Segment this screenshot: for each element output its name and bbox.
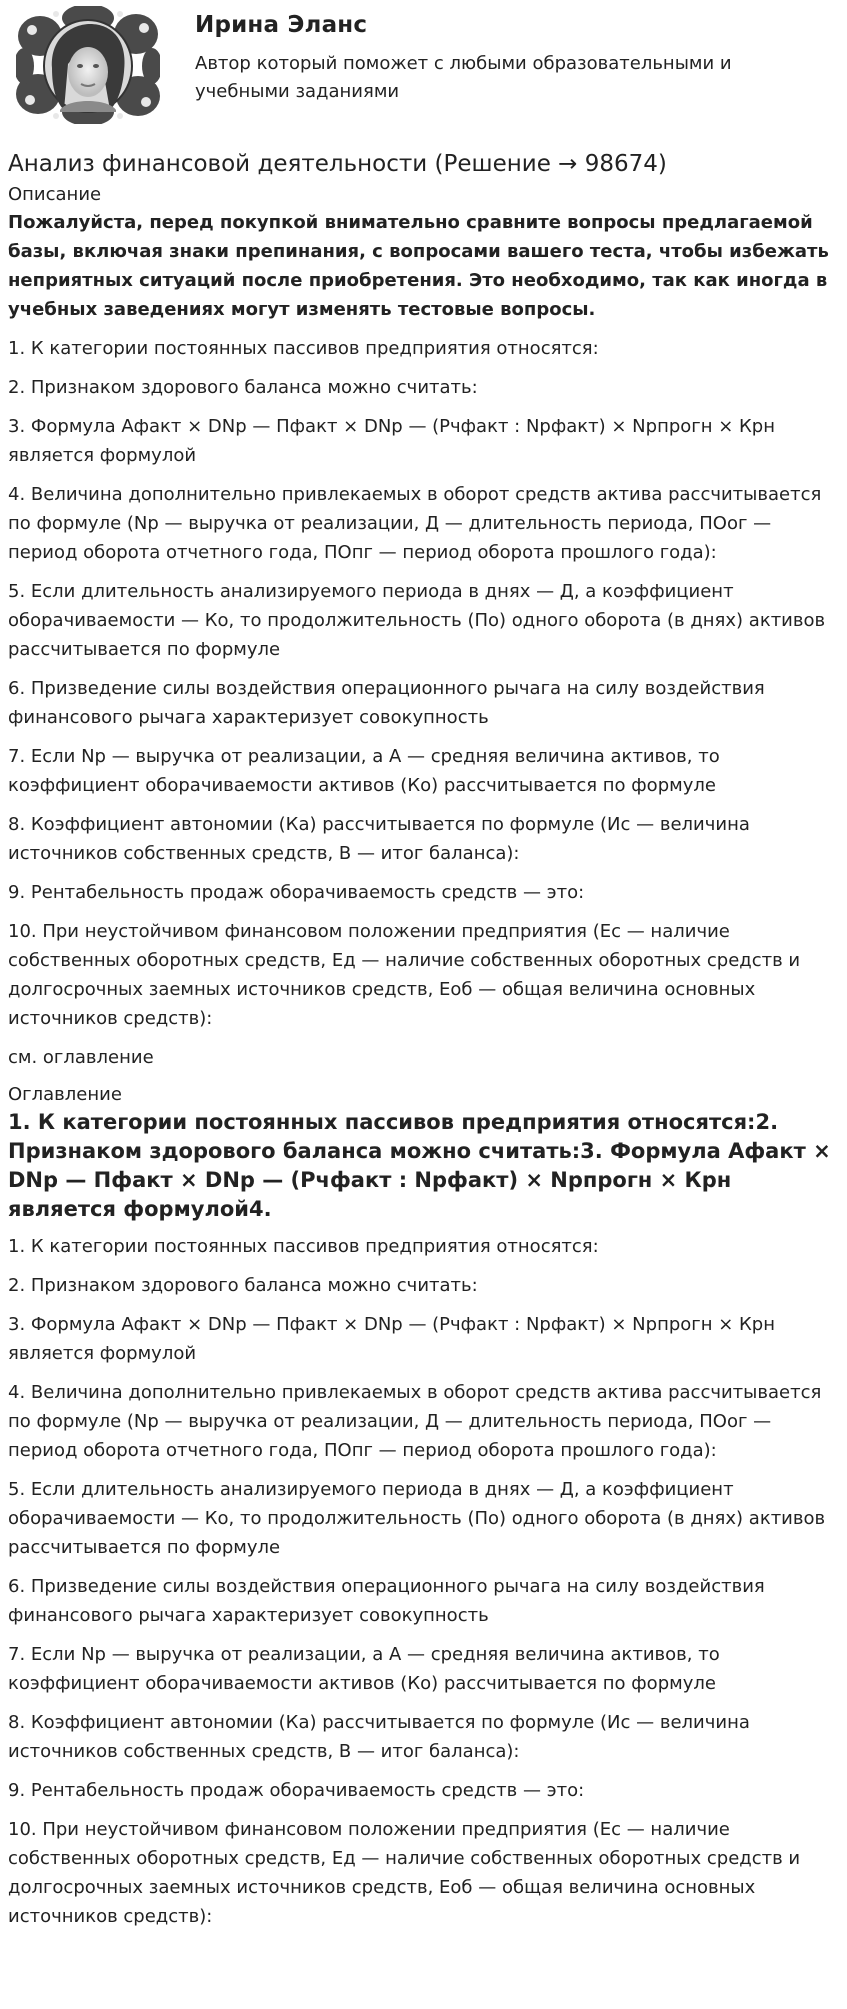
question-list bbox=[8, 334, 839, 1033]
question-item: 9. Рентабельность продаж оборачиваемость средств — это: bbox=[8, 882, 585, 903]
question-item: 8. Коэффициент автономии (Ка) рассчитывается по формуле (Ис — величина источников собственных средств, В — итог баланса): bbox=[8, 814, 750, 864]
author-description: Автор который поможет с любыми образовательными и учебными заданиями bbox=[195, 53, 732, 102]
question-item: 4. Величина дополнительно привлекаемых в оборот средств актива рассчитывается по формуле (Nр — выручка от реализации, Д — длительность периода, ПОог — период оборота отчетного года, ПОпг — период оборота прошлого года): bbox=[8, 484, 822, 563]
toc-item: 4. Величина дополнительно привлекаемых в оборот средств актива рассчитывается по формуле (Nр — выручка от реализации, Д — длительность периода, ПОог — период оборота отчетного года, ПОпг — период оборота прошлого года): bbox=[8, 1382, 822, 1461]
toc-item: 5. Если длительность анализируемого периода в днях — Д, а коэффициент оборачиваемости — Ко, то продолжительность (По) одного оборота (в днях) активов рассчитывается по формуле bbox=[8, 1479, 826, 1558]
question-item: 6. Призведение силы воздействия операционного рычага на силу воздействия финансового рычага характеризует совокупность bbox=[8, 678, 765, 728]
toc-item: 7. Если Nр — выручка от реализации, а А — средняя величина активов, то коэффициент оборачиваемости активов (Ко) рассчитывается по формуле bbox=[8, 1644, 720, 1694]
see-toc-link[interactable]: см. оглавление bbox=[8, 1047, 154, 1068]
author-avatar[interactable] bbox=[16, 6, 160, 124]
toc-label: Оглавление bbox=[8, 1084, 122, 1105]
toc-heading: 1. К категории постоянных пассивов предприятия относятся:2. Признаком здорового баланса можно считать:3. Формула Афакт × DNр — Пфакт × DNр — (Рчфакт : Nрфакт) × Nрпрогн × Крн является формулой4. bbox=[8, 1110, 831, 1221]
toc-item: 3. Формула Афакт × DNр — Пфакт × DNр — (Рчфакт : Nрфакт) × Nрпрогн × Крн является формулой bbox=[8, 1314, 775, 1364]
question-item: 1. К категории постоянных пассивов предприятия относятся: bbox=[8, 338, 599, 359]
purchase-notice: Пожалуйста, перед покупкой внимательно сравните вопросы предлагаемой базы, включая знаки препинания, с вопросами вашего теста, чтобы избежать неприятных ситуаций после приобретения. Это необходимо, так как иногда в учебных заведениях могут изменять тестовые вопросы. bbox=[8, 212, 829, 320]
question-item: 7. Если Nр — выручка от реализации, а А — средняя величина активов, то коэффициент оборачиваемости активов (Ко) рассчитывается по формуле bbox=[8, 746, 720, 796]
author-photo-flower-frame-icon bbox=[16, 6, 160, 124]
author-card bbox=[8, 0, 839, 132]
question-item: 10. При неустойчивом финансовом положении предприятия (Ес — наличие собственных оборотных средств, Ед — наличие собственных оборотных средств и долгосрочных заемных источников средств, Еоб — общая величина основных источников средств): bbox=[8, 921, 801, 1029]
page-title: Анализ финансовой деятельности (Решение → 98674) bbox=[8, 151, 667, 177]
toc-item: 8. Коэффициент автономии (Ка) рассчитывается по формуле (Ис — величина источников собственных средств, В — итог баланса): bbox=[8, 1712, 750, 1762]
toc-item: 6. Призведение силы воздействия операционного рычага на силу воздействия финансового рычага характеризует совокупность bbox=[8, 1576, 765, 1626]
description-label: Описание bbox=[8, 184, 102, 205]
toc-item: 2. Признаком здорового баланса можно считать: bbox=[8, 1275, 478, 1296]
question-item: 2. Признаком здорового баланса можно считать: bbox=[8, 377, 478, 398]
table-of-contents bbox=[8, 1082, 839, 1931]
question-item: 3. Формула Афакт × DNр — Пфакт × DNр — (Рчфакт : Nрфакт) × Nрпрогн × Крн является формулой bbox=[8, 416, 775, 466]
question-item: 5. Если длительность анализируемого периода в днях — Д, а коэффициент оборачиваемости — Ко, то продолжительность (По) одного оборота (в днях) активов рассчитывается по формуле bbox=[8, 581, 826, 660]
toc-item: 9. Рентабельность продаж оборачиваемость средств — это: bbox=[8, 1780, 585, 1801]
author-name[interactable]: Ирина Эланс bbox=[195, 12, 368, 38]
toc-item: 1. К категории постоянных пассивов предприятия относятся: bbox=[8, 1236, 599, 1257]
toc-item: 10. При неустойчивом финансовом положении предприятия (Ес — наличие собственных оборотных средств, Ед — наличие собственных оборотных средств и долгосрочных заемных источников средств, Еоб — общая величина основных источников средств): bbox=[8, 1819, 801, 1927]
